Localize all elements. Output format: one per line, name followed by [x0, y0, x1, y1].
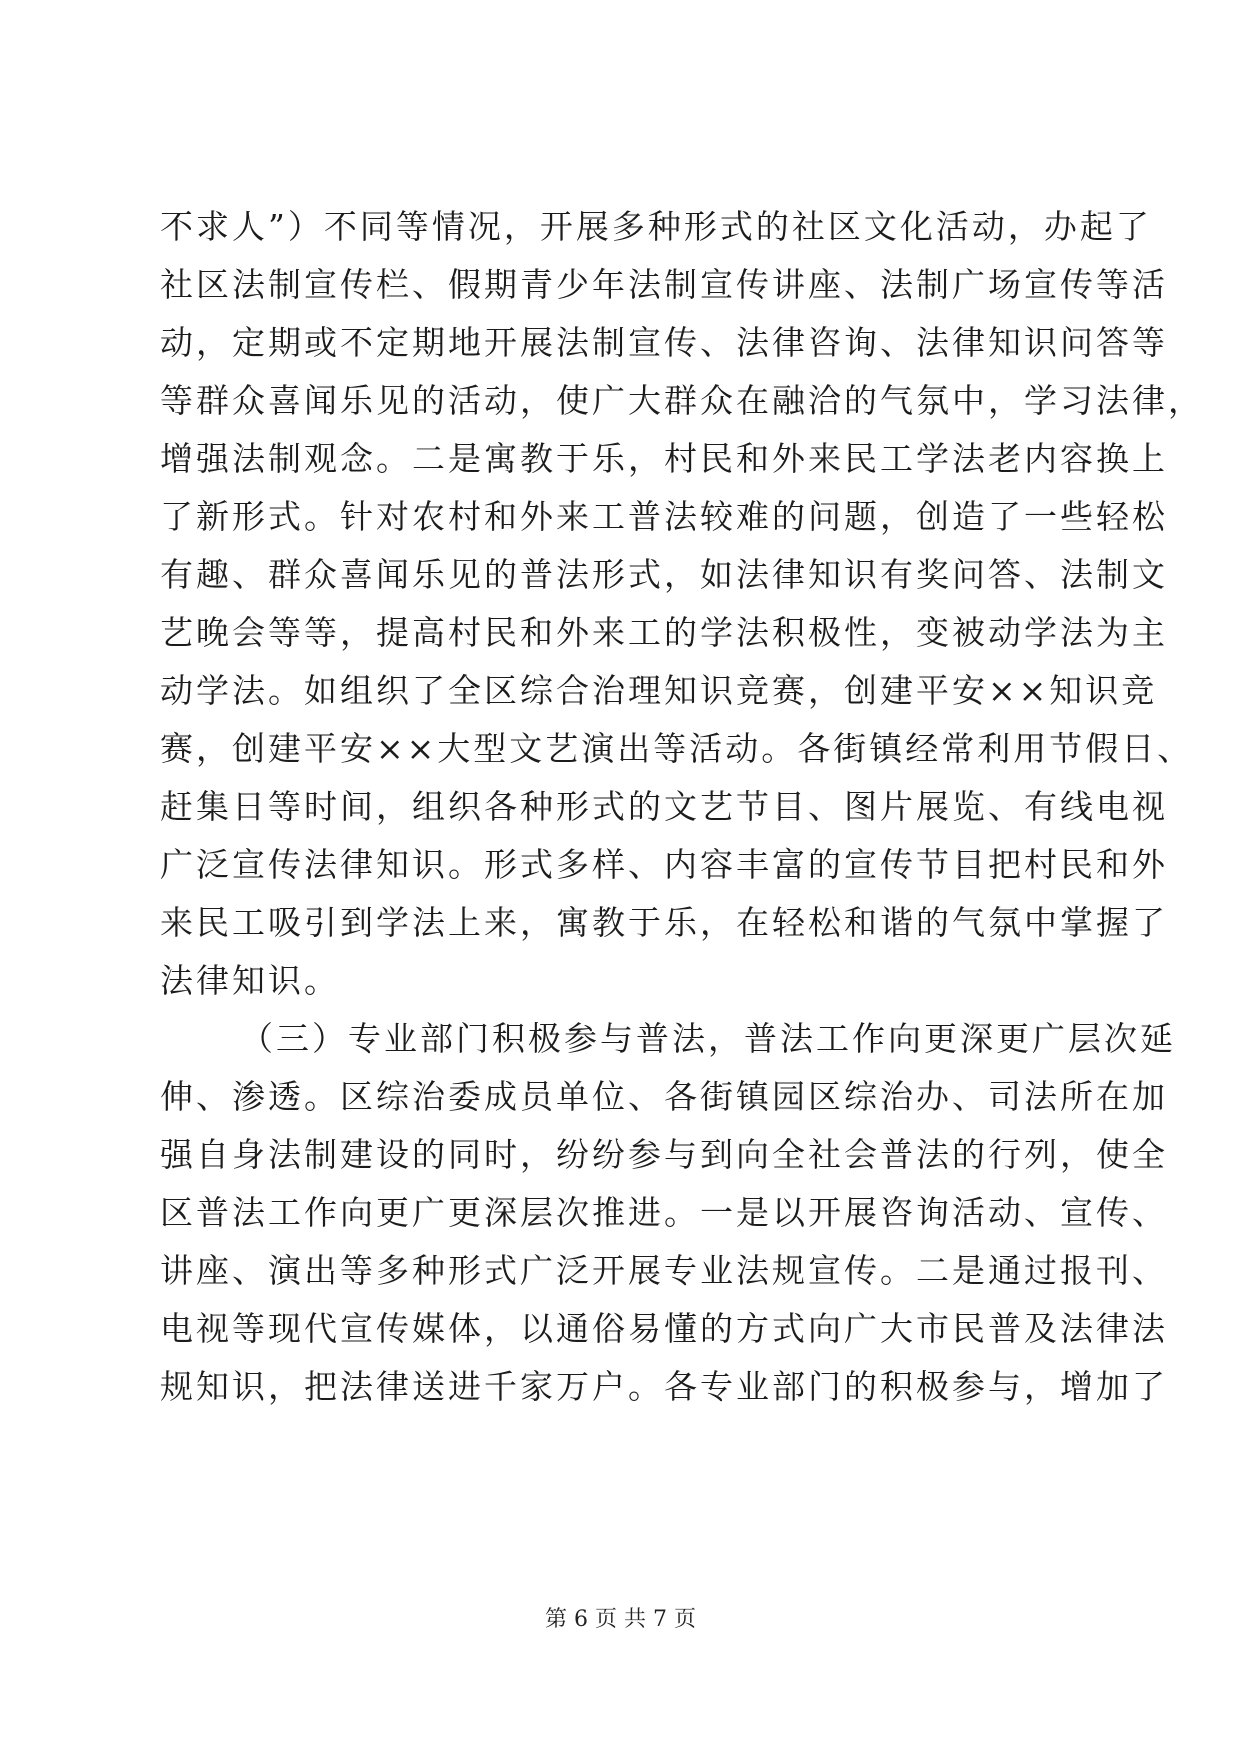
text-line: 了新形式。针对农村和外来工普法较难的问题，创造了一些轻松 [160, 497, 1168, 536]
text-line: 强自身法制建设的同时，纷纷参与到向全社会普法的行列，使全 [160, 1135, 1168, 1174]
text-line: 等群众喜闻乐见的活动，使广大群众在融洽的气氛中，学习法律， [160, 381, 1204, 420]
text-line: 区普法工作向更广更深层次推进。一是以开展咨询活动、宣传、 [160, 1193, 1168, 1232]
text-line: 讲座、演出等多种形式广泛开展专业法规宣传。二是通过报刊、 [160, 1251, 1168, 1290]
text-line: 增强法制观念。二是寓教于乐，村民和外来民工学法老内容换上 [160, 439, 1168, 478]
text-line: 来民工吸引到学法上来，寓教于乐，在轻松和谐的气氛中掌握了 [160, 903, 1168, 942]
text-line: 法律知识。 [160, 961, 340, 1000]
text-line: 伸、渗透。区综治委成员单位、各街镇园区综治办、司法所在加 [160, 1077, 1168, 1116]
text-line: 规知识，把法律送进千家万户。各专业部门的积极参与，增加了 [160, 1367, 1168, 1406]
text-line: 动，定期或不定期地开展法制宣传、法律咨询、法律知识问答等 [160, 323, 1168, 362]
text-line: 不求人”）不同等情况，开展多种形式的社区文化活动，办起了 [160, 207, 1152, 246]
section-heading-line: （三）专业部门积极参与普法，普法工作向更深更广层次延 [240, 1019, 1176, 1058]
text-line: 广泛宣传法律知识。形式多样、内容丰富的宣传节目把村民和外 [160, 845, 1168, 884]
text-line: 社区法制宣传栏、假期青少年法制宣传讲座、法制广场宣传等活 [160, 265, 1168, 304]
text-line: 艺晚会等等，提高村民和外来工的学法积极性，变被动学法为主 [160, 613, 1168, 652]
text-line: 赶集日等时间，组织各种形式的文艺节目、图片展览、有线电视 [160, 787, 1168, 826]
text-line: 赛，创建平安××大型文艺演出等活动。各街镇经常利用节假日、 [160, 729, 1194, 768]
text-line: 电视等现代宣传媒体，以通俗易懂的方式向广大市民普及法律法 [160, 1309, 1168, 1348]
text-line: 动学法。如组织了全区综合治理知识竞赛，创建平安××知识竞 [160, 671, 1158, 710]
text-line: 有趣、群众喜闻乐见的普法形式，如法律知识有奖问答、法制文 [160, 555, 1168, 594]
page-number-footer: 第 6 页 共 7 页 [545, 1607, 696, 1632]
